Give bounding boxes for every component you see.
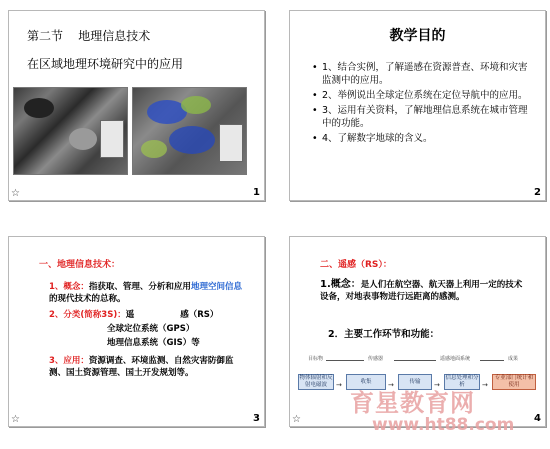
slide2-title: 教学目的 xyxy=(389,28,446,44)
concept-paragraph xyxy=(49,281,244,305)
page-number: 1 xyxy=(253,187,260,198)
flow-box: 物体辐射和反射电磁波 xyxy=(299,375,333,388)
star-icon: ☆ xyxy=(11,414,20,425)
map-green-region xyxy=(181,96,211,114)
flow-top-label: 目标物 xyxy=(308,356,324,362)
page-number: 2 xyxy=(534,187,541,198)
list-item: • 3、运用有关资料，了解地理信息系统在城市管理中的功能。 xyxy=(312,104,532,130)
concept-text: 指获取、管理、分析和应用 xyxy=(88,282,191,292)
section-heading: 二、遥感（RS）： xyxy=(320,260,392,270)
flow-connector xyxy=(394,360,436,361)
map-legend xyxy=(100,120,124,158)
rs-concept-paragraph xyxy=(320,279,530,303)
map-blue-region xyxy=(169,126,215,154)
slide1-title: 第二节 地理信息技术 xyxy=(27,29,151,43)
classification-line xyxy=(49,309,218,321)
slide-1[interactable] xyxy=(8,10,265,201)
map-legend xyxy=(219,124,243,162)
arrow-right-icon: → xyxy=(336,381,342,389)
remote-sensing-image-classified xyxy=(132,87,247,175)
page-number: 4 xyxy=(534,413,541,424)
classification-label: 2、分类(简称3S)： xyxy=(49,310,126,320)
map-dark-region xyxy=(24,98,54,118)
flow-top-label: 成果 xyxy=(508,356,519,362)
star-icon: ☆ xyxy=(11,188,20,199)
concept-highlight: 地理空间信息 xyxy=(190,282,242,292)
concept-text-end: 的现代技术的总称。 xyxy=(49,294,126,304)
concept-label: 1、概念： xyxy=(49,282,89,292)
application-paragraph xyxy=(49,355,249,379)
flow-connector xyxy=(326,360,364,361)
list-item: • 1、结合实例，了解遥感在资源普查、环境和灾害监测中的应用。 xyxy=(312,61,532,87)
list-item: • 4、了解数字地球的含义。 xyxy=(312,132,532,145)
slide-2[interactable] xyxy=(289,10,546,201)
slide-3[interactable] xyxy=(8,236,265,427)
arrow-right-icon: → xyxy=(482,381,488,389)
application-text: 资源调查、环境监测、自然灾害防御监测、国土资源管理、国土开发规划等。 xyxy=(49,356,234,378)
flow-box: 收集 xyxy=(346,374,386,390)
classification-gps: 全球定位系统（GPS） xyxy=(107,324,195,334)
remote-sensing-image-grayscale xyxy=(13,87,128,175)
star-icon: ☆ xyxy=(292,414,301,425)
flow-top-label: 传感器 xyxy=(368,356,384,362)
flow-box: 传输 xyxy=(398,374,432,390)
flow-connector xyxy=(480,360,504,361)
watermark-url: www.ht88.com xyxy=(372,415,515,435)
map-green-region xyxy=(141,140,167,158)
application-label: 3、应用： xyxy=(49,356,89,366)
map-light-region xyxy=(69,128,97,150)
list-item: • 2、举例说出全球定位系统在定位导航中的应用。 xyxy=(312,89,532,102)
arrow-right-icon: → xyxy=(434,381,440,389)
objectives-list xyxy=(312,61,532,147)
flow-box-final: 专业部门统计和使用 xyxy=(492,374,536,390)
classification-gis: 地理信息系统（GIS）等 xyxy=(107,338,200,348)
classification-rs-a: 遥 xyxy=(125,310,135,320)
rs-concept-label: 1.概念： xyxy=(320,279,361,290)
flow-top-label: 遥感地面系统 xyxy=(440,356,471,362)
section-heading: 一、地理信息技术： xyxy=(39,260,121,270)
page-number: 3 xyxy=(253,413,260,424)
slide1-subtitle: 在区域地理环境研究中的应用 xyxy=(27,57,184,71)
watermark-logo: 育星教育网 xyxy=(350,389,475,417)
rs-concept-text: 是人们在航空器、航天器上利用一定的技术设备，对地表事物进行远距离的感测。 xyxy=(320,280,523,302)
arrow-right-icon: → xyxy=(388,381,394,389)
flow-box: 信息处理和分析 xyxy=(445,375,479,388)
work-steps-heading: 2．主要工作环节和功能： xyxy=(328,329,440,340)
classification-rs-b: 感（RS） xyxy=(180,310,219,320)
